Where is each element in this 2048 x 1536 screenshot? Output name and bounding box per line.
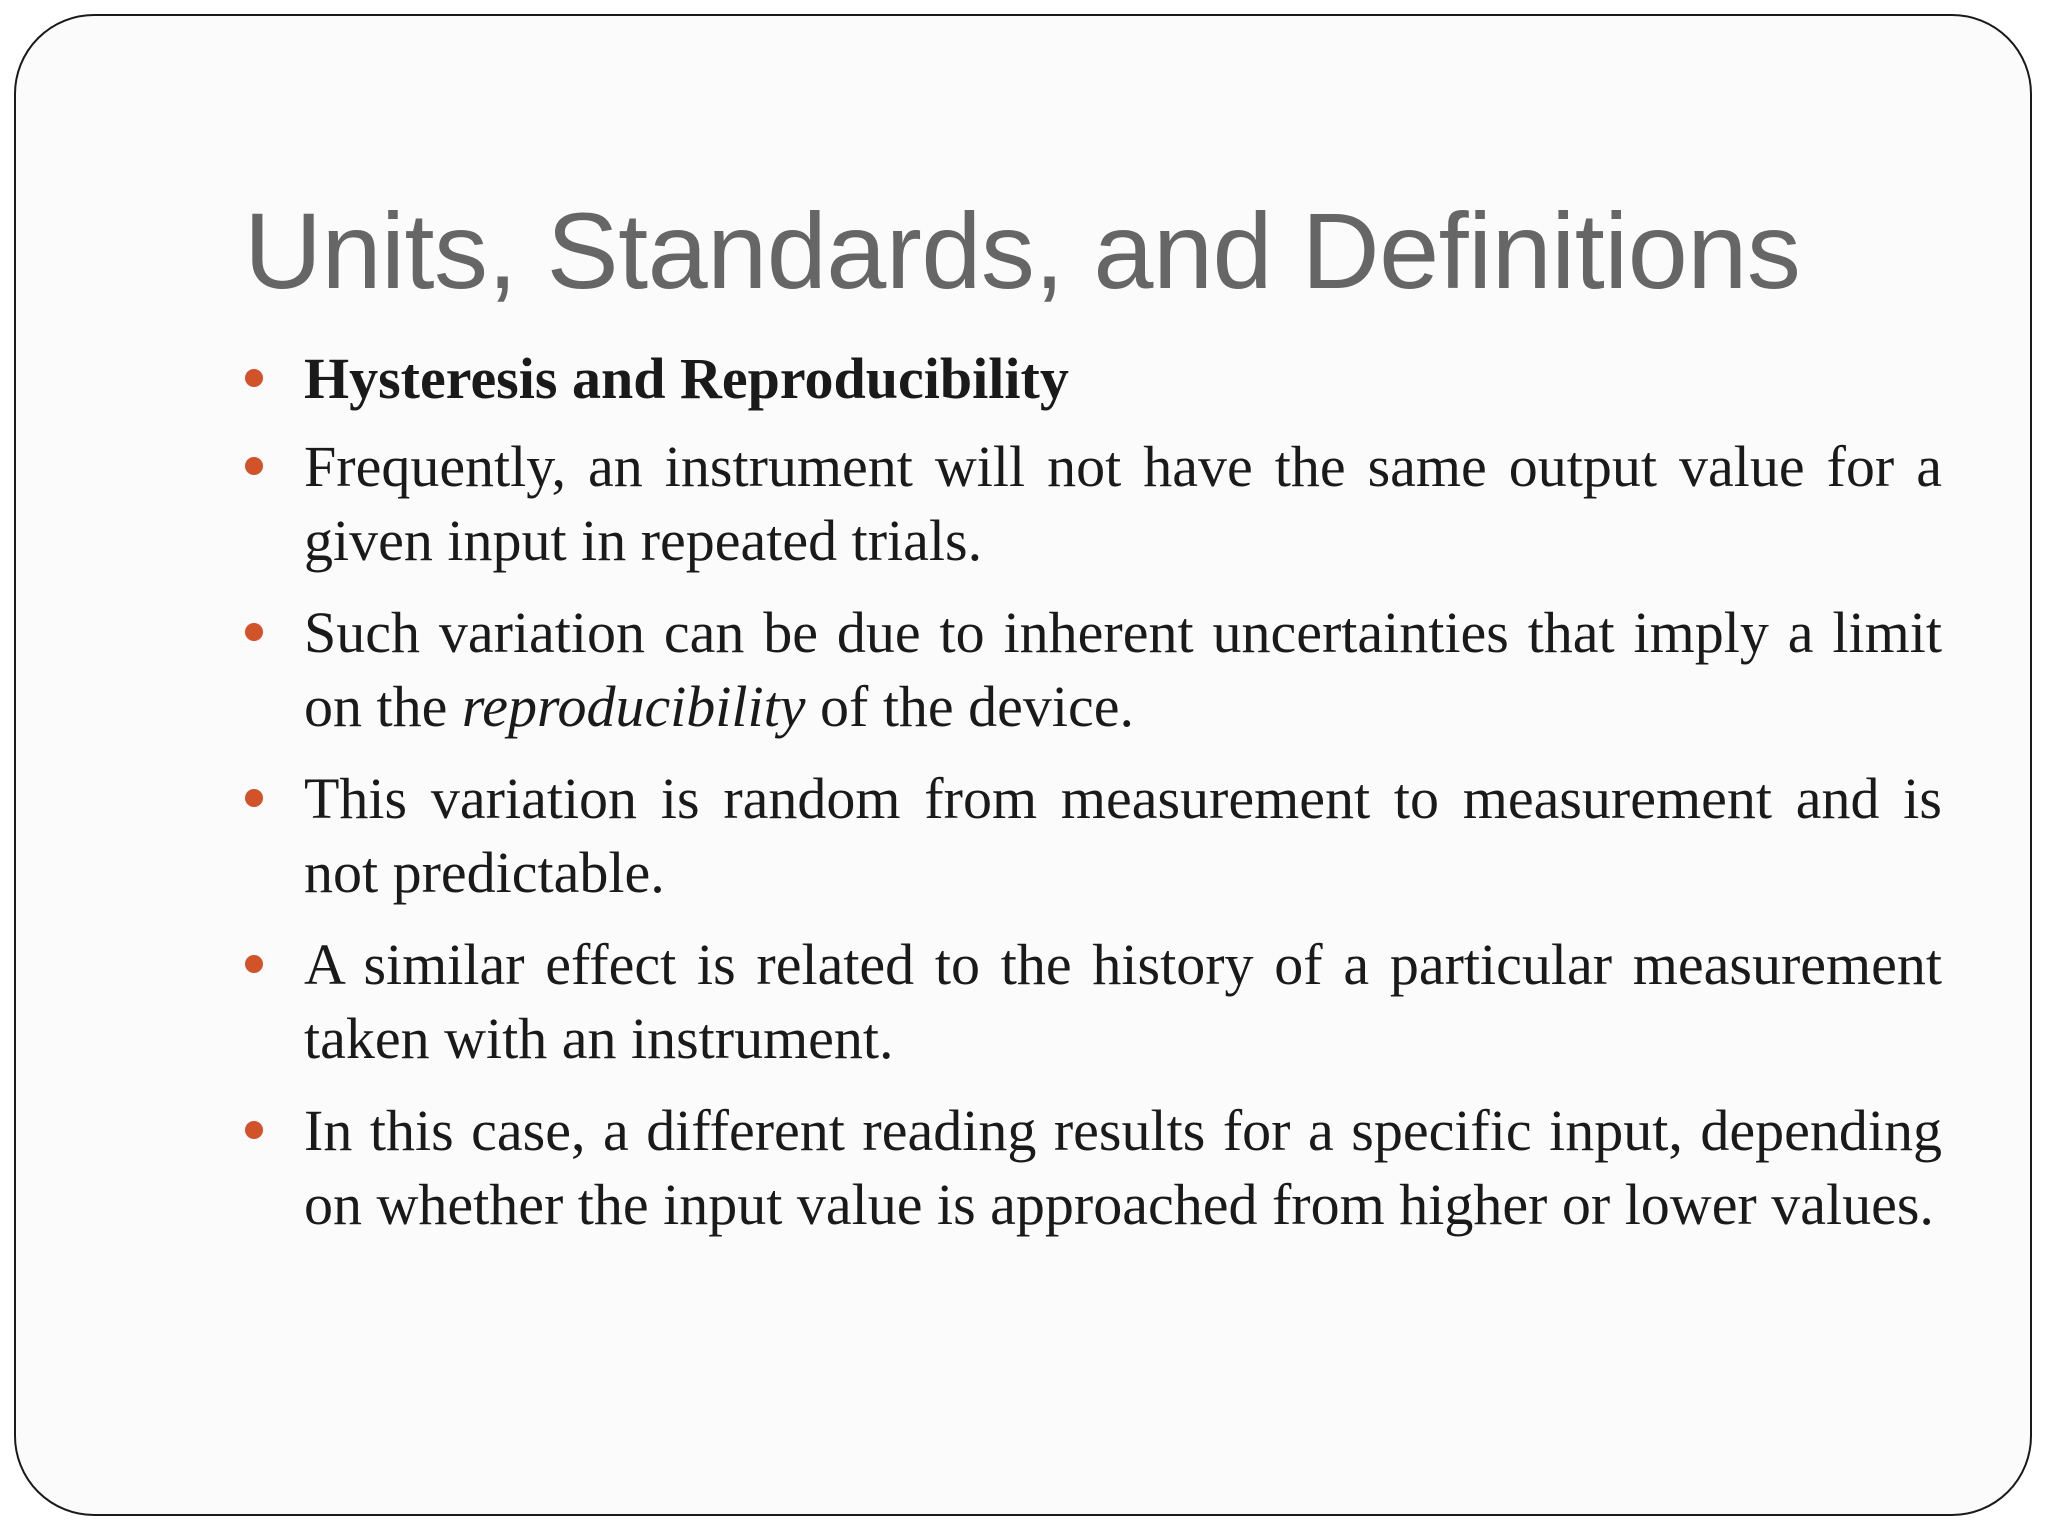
bullet-text-end: of the device.	[805, 674, 1135, 739]
bullet-item-heading: Hysteresis and Reproducibility	[304, 342, 1942, 416]
bullet-item: Frequently, an instrument will not have the same output value for a given input in repeated trials.	[304, 430, 1942, 578]
bullet-item	[304, 596, 1942, 744]
slide-title: Units, Standards, and Definitions	[244, 190, 1801, 311]
bullet-item: This variation is random from measurement to measurement and is not predictable.	[304, 762, 1942, 910]
slide	[14, 14, 2032, 1516]
emphasized-term: reproducibility	[461, 674, 806, 739]
bullet-list	[304, 342, 1942, 1260]
bullet-item: A similar effect is related to the history of a particular measurement taken with an instrument.	[304, 928, 1942, 1076]
bullet-text-start: Such variation can be due to inherent uncertainties that imply a limit on the	[304, 600, 1942, 739]
bullet-item: In this case, a different reading results for a specific input, depending on whether the input value is approached from higher or lower values.	[304, 1094, 1942, 1242]
